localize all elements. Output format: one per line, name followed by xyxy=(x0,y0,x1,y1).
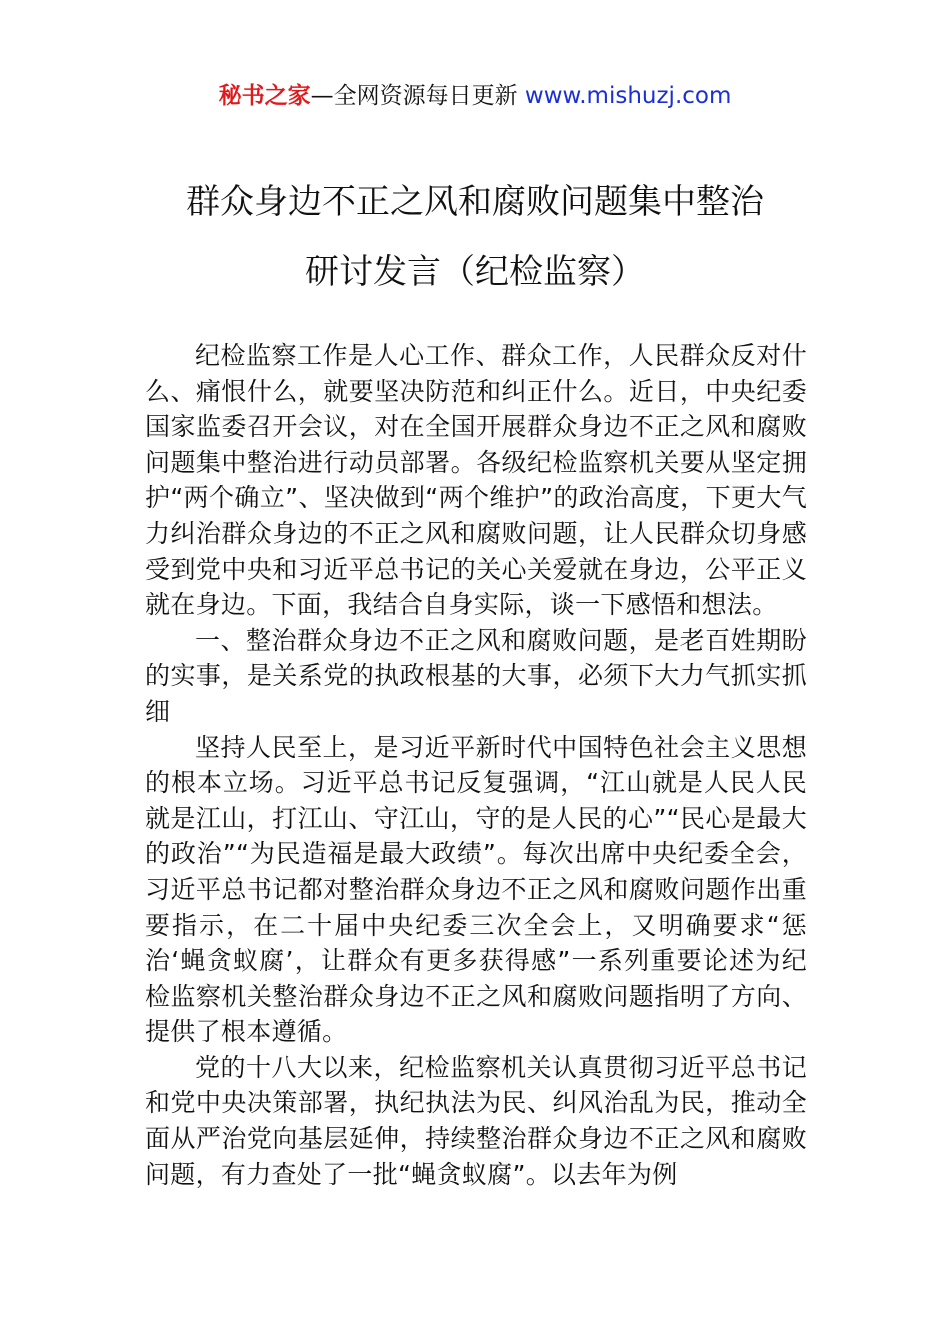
body-paragraph: 坚持人民至上，是习近平新时代中国特色社会主义思想的根本立场。习近平总书记反复强调，“江山就是人民人民就是江山，打江山、守江山，守的是人民的心”“民心是最大的政治”“为民造福是最大政绩”。每次出席中央纪委全会，习近平总书记都对整治群众身边不正之风和腐败问题作出重要指示，在二十届中央纪委三次全会上，又明确要求“惩治‘蝇贪蚁腐’，让群众有更多获得感”一系列重要论述为纪检监察机关整治群众身边不正之风和腐败问题指明了方向、提供了根本遵循。 xyxy=(145,732,807,1047)
body-paragraph: 纪检监察工作是人心工作、群众工作，人民群众反对什么、痛恨什么，就要坚决防范和纠正什么。近日，中央纪委国家监委召开会议，对在全国开展群众身边不正之风和腐败问题集中整治进行动员部署。各级纪检监察机关要从坚定拥护“两个确立”、坚决做到“两个维护”的政治高度，下更大气力纠治群众身边的不正之风和腐败问题，让人民群众切身感受到党中央和习近平总书记的关心关爱就在身边，公平正义就在身边。下面，我结合自身实际，谈一下感悟和想法。 xyxy=(145,341,807,620)
body-paragraph: 党的十八大以来，纪检监察机关认真贯彻习近平总书记和党中央决策部署，执纪执法为民、纠风治乱为民，推动全面从严治党向基层延伸，持续整治群众身边不正之风和腐败问题，有力查处了一批“蝇贪蚁腐”。以去年为例 xyxy=(145,1052,807,1189)
document-title-line-2: 研讨发言（纪检监察） xyxy=(305,252,645,292)
site-slogan: —全网资源每日更新 xyxy=(310,83,525,109)
site-url-link[interactable]: www.mishuzj.com xyxy=(524,83,732,109)
site-header xyxy=(0,80,950,112)
site-brand: 秘书之家 xyxy=(218,83,311,109)
document-body xyxy=(145,338,807,1192)
document-title-line-1: 群众身边不正之风和腐败问题集中整治 xyxy=(186,182,764,222)
section-heading: 一、整治群众身边不正之风和腐败问题，是老百姓期盼的实事，是关系党的执政根基的大事，必须下大力气抓实抓细 xyxy=(145,625,807,726)
